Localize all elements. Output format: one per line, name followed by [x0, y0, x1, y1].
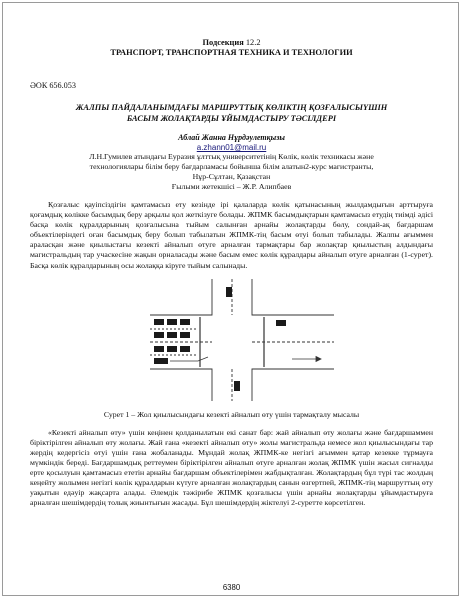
paper-title-line-2: БАСЫМ ЖОЛАҚТАРДЫ ҰЙЫМДАСТЫРУ ТӘСІЛДЕРІ: [126, 114, 337, 123]
vehicle: [154, 332, 164, 338]
author-name: Аблай Жанна Нұрдәулетқызы: [178, 133, 285, 142]
bypass-lane-branch: [170, 357, 208, 361]
vehicle: [180, 332, 190, 338]
intersection-diagram: [30, 277, 433, 401]
road-edge-bottom-right: [252, 369, 334, 401]
affiliation-line-3: Нұр-Сұлтан, Қазақстан: [192, 172, 271, 181]
vehicle: [180, 346, 190, 352]
section-title: ТРАНСПОРТ, ТРАНСПОРТНАЯ ТЕХНИКА И ТЕХНОЛОГИИ: [110, 48, 353, 57]
affiliation-line-2: технологиялары білім беру бағдарламасы бойынша білім алатын2-курс магистранты,: [89, 162, 374, 171]
figure-1-caption: Сурет 1 – Жол қиылысындағы кезекті айналып өту үшін тармақталу мысалы: [103, 409, 360, 419]
vehicle: [180, 319, 190, 325]
figure-1-intersection: [30, 277, 433, 401]
road-edges: [150, 279, 334, 401]
vehicle: [167, 346, 177, 352]
body-paragraph-1: Қозғалыс қауіпсіздігін қамтамасыз ету кезінде ірі қалаларда көлік қатынасының жылдамдығын арттыруға қоғамдық көлікке басымдық беру арқылы қол жеткізуге болады. ЖПМК басымдықтарын қамтамасыз етудің тиімді әдісі басқа көлік құралдарының қозғалысына тыйым салынған арнайы жолақтарды бөлу, сондай-ақ бағдаршам объектілеріндегі оған басымдық беру болып табылатын ЖПМК-тің басым өтуі болып табылады. Жалпы ағыммен араласқан және қиылыстағы кезекті айналып өтуге арналған тармақтары бар жолақтар қиылыстың алдындағы магистральдың тар учаскесіне жақын орналасады және басым емес көлік құралдары айналып өтуге арналған (1-сурет). Басқа көлік құралдарының осы жолаққа кіруге тыйым салынады.: [30, 200, 433, 270]
udc-code: ӘОК 656.053: [30, 81, 76, 90]
vehicles: [154, 287, 286, 391]
bus: [154, 358, 168, 364]
paper-title-line-1: ЖАЛПЫ ПАЙДАЛАНЫМДАҒЫ МАРШРУТТЫҚ КӨЛІКТІҢ ҚОЗҒАЛЫСЫҮШІН: [75, 103, 388, 112]
vehicle: [167, 319, 177, 325]
vehicle: [154, 346, 164, 352]
body-paragraph-2: «Кезекті айналып өту» үшін кеңінен қолданылатын екі санат бар: жай айналып өту жолағы және бағдаршаммен біріктірілген айналып өту жолағы. Жай ғана «кезекті айналып өту» жолы магистральда немесе жол қиылысындағы тар жердің кедергісіз өтуі үшін ғана жобаланады. Мұндай жолақ ЖПМК-ке негізгі ағыммен қатар кезекке тұрмауға мүмкіндік береді. Бағдаршамдық реттеумен біріктірілген айналып өтуге арналған жолақ ЖПМК үшін жасыл сигналды ерте қосылуын қамтамасыз ететін арнайы бағдаршам объектілерімен жабдықталған. Жолақтардың бұл түрі тас жолдың кеңейту жолымен негізгі көлік құралдарын күтуге арналған жолақтардың санын өзгертпей, ЖПМК-тің маршруттың өту уақытын едәуір жақсарта алады. Әлемдік тәжірибе ЖПМК қозғалысы үшін арнайы жолақтарды ұйымдастыруға арналған шешімдердің толық жиынтығын жасады. Бұл шешімдердің жіктелуі 2-суретте көрсетілген.: [30, 427, 433, 508]
road-edge-top-left: [150, 279, 212, 315]
paper-title: [30, 102, 433, 124]
subsection-heading: [30, 38, 433, 48]
affiliation-line-4: Ғылыми жетекшісі – Ж.Р. Алипбаев: [171, 182, 292, 191]
subsection-label: Подсекция: [202, 38, 244, 47]
arrow-head: [316, 356, 321, 361]
vehicle: [234, 381, 240, 391]
paper-page: [30, 38, 433, 508]
direction-arrows: [292, 356, 321, 361]
affiliation-line-1: Л.Н.Гумилев атындағы Еуразия ұлттық университетінің Көлік, көлік техникасы және: [89, 152, 374, 161]
vehicle: [154, 319, 164, 325]
vehicle: [226, 287, 232, 297]
author-affiliation: [30, 152, 433, 192]
vehicle: [276, 320, 286, 326]
subsection-number: 12.2: [245, 38, 261, 47]
author-email-link[interactable]: a.zhann01@mail.ru: [196, 143, 267, 152]
road-edge-top-right: [252, 279, 334, 315]
vehicle: [167, 332, 177, 338]
road-edge-bottom-left: [150, 369, 212, 401]
page-number: 6380: [222, 583, 241, 592]
